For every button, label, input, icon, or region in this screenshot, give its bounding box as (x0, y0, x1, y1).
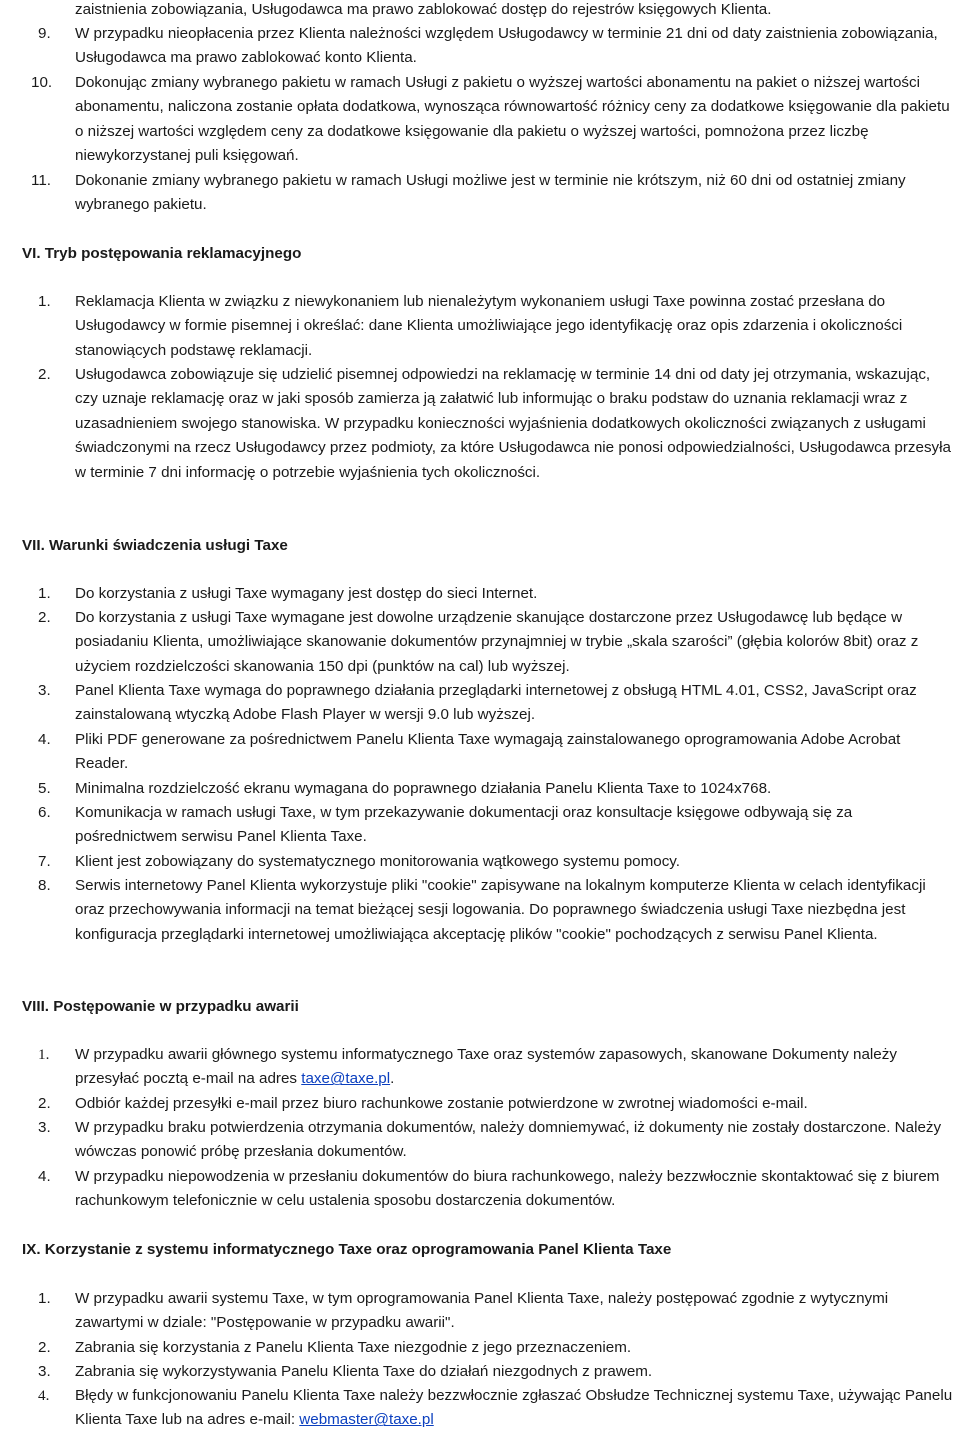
item-text: Reklamacja Klienta w związku z niewykonaniem lub nienależytym wykonaniem usługi Taxe powinna zostać przesłana do Usługodawcy w formie pisemnej i określać: dane Klienta umożliwiające jego identyfikację oraz opis zdarzenia i okoliczności stanowiących podstawę reklamacji. (75, 293, 903, 359)
list-item (0, 363, 960, 485)
list-item (0, 1165, 960, 1214)
item-number: 3. (38, 1119, 51, 1136)
list-item (0, 728, 960, 777)
item-text: Do korzystania z usługi Taxe wymagany jest dostęp do sieci Internet. (75, 585, 538, 602)
item-text: W przypadku nieopłacenia przez Klienta należności względem Usługodawcy w terminie 21 dni od daty zaistnienia zobowiązania, Usługodawca ma prawo zablokować konto Klienta. (75, 25, 938, 67)
section-ix-list (0, 1287, 960, 1433)
item-number: 1. (38, 585, 51, 602)
item-text-after: . (390, 1070, 395, 1088)
list-item (0, 801, 960, 850)
list-item (0, 290, 960, 363)
item-number: 1. (38, 293, 51, 310)
list-item (0, 582, 960, 606)
list-item (0, 1287, 960, 1336)
item-text: Zabrania się wykorzystywania Panelu Klienta Taxe do działań niezgodnych z prawem. (75, 1363, 653, 1380)
list-item (0, 1384, 960, 1433)
item-number: 3. (38, 1363, 51, 1380)
list-item (0, 169, 960, 218)
item-text: Komunikacja w ramach usługi Taxe, w tym przekazywanie dokumentacji oraz konsultacje księgowe odbywają się za pośrednictwem serwisu Panel Klienta Taxe. (75, 804, 853, 846)
list-item (0, 679, 960, 728)
item-text: Panel Klienta Taxe wymaga do poprawnego działania przeglądarki internetowej z obsługą HTML 4.01, CSS2, JavaScript oraz zainstalowaną wtyczką Adobe Flash Player w wersji 9.0 lub wyższej. (75, 682, 917, 724)
item-text: Błędy w funkcjonowaniu Panelu Klienta Taxe należy bezzwłocznie zgłaszać Obsłudze Technicznej systemu Taxe, używając Panelu Klienta Taxe lub na adres e-mail: (75, 1387, 953, 1429)
list-item (0, 874, 960, 947)
item-number: 1. (38, 1290, 51, 1307)
item-number: 2. (38, 1095, 51, 1112)
item-number: 4. (38, 1168, 51, 1185)
email-link-webmaster[interactable]: webmaster@taxe.pl (299, 1411, 434, 1429)
item-number: 4. (38, 731, 51, 748)
list-item (0, 1116, 960, 1165)
item-number: 10. (31, 74, 53, 91)
section-heading-ix: IX. Korzystanie z systemu informatycznego Taxe oraz oprogramowania Panel Klienta Taxe (22, 1241, 672, 1258)
item-number: 9. (38, 25, 51, 42)
item-text: Do korzystania z usługi Taxe wymagane jest dowolne urządzenie skanujące dostarczone przez Usługodawcę lub będące w posiadaniu Klienta, umożliwiające skanowanie dokumentów przynajmniej w trybie „skala szarości” (głębia kolorów 8bit) oraz z użyciem rozdzielczości skanowania 150 dpi (punktów na cal) lub wyższej. (75, 609, 919, 675)
item-number: 7. (38, 853, 51, 870)
item-number: 2. (38, 609, 51, 626)
list-item (0, 1360, 960, 1384)
item-text: Odbiór każdej przesyłki e-mail przez biuro rachunkowe zostanie potwierdzone w zwrotnej wiadomości e-mail. (75, 1095, 808, 1112)
item-text: W przypadku awarii systemu Taxe, w tym oprogramowania Panel Klienta Taxe, należy postępować zgodnie z wytycznymi zawartymi w dziale: "Postępowanie w przypadku awarii". (75, 1290, 889, 1332)
list-item (0, 71, 960, 169)
section-vii-list (0, 582, 960, 947)
item-text: Dokonując zmiany wybranego pakietu w ramach Usługi z pakietu o wyższej wartości abonamentu na pakiet o niższej wartości abonamentu, naliczona zostanie opłata dodatkowa, wynosząca równowartość różnicy ceny za dodatkowe księgowanie dla pakietu o niższej wartości względem ceny za dodatkowe księgowanie dla pakietu o wyższej wartości, pomnożona przez liczbę niewykorzystanej puli księgowań. (75, 74, 950, 165)
item-text: Zabrania się korzystania z Panelu Klienta Taxe niezgodnie z jego przeznaczeniem. (75, 1339, 632, 1356)
item-text: Serwis internetowy Panel Klienta wykorzystuje pliki "cookie" zapisywane na lokalnym komputerze Klienta w celach identyfikacji oraz przechowywania informacji na temat bieżącej sesji logowania. Do poprawnego świadczenia usługi Taxe niezbędna jest konfiguracja przeglądarki internetowej umożliwiająca akceptację plików "cookie" pochodzących z serwisu Panel Klienta. (75, 877, 926, 943)
section-v-tail (0, 22, 960, 218)
item-number: 1. (38, 1046, 50, 1063)
email-link-taxe[interactable]: taxe@taxe.pl (301, 1070, 391, 1088)
item-text: W przypadku braku potwierdzenia otrzymania dokumentów, należy domniemywać, iż dokumenty nie zostały dostarczone. Należy wówczas ponowić próbę przesłania dokumentów. (75, 1119, 942, 1161)
list-item (0, 606, 960, 679)
item-text: W przypadku awarii głównego systemu informatycznego Taxe oraz systemów zapasowych, skanowane Dokumenty należy przesyłać pocztą e-mail na adres (75, 1046, 897, 1088)
item-number: 11. (31, 172, 51, 189)
section-vi-list (0, 290, 960, 485)
item-number: 2. (38, 366, 51, 383)
section-heading-viii: VIII. Postępowanie w przypadku awarii (22, 998, 299, 1015)
item-number: 3. (38, 682, 51, 699)
item-number: 2. (38, 1339, 51, 1356)
item-number: 6. (38, 804, 51, 821)
section-viii-list (0, 1043, 960, 1214)
list-item (0, 22, 960, 71)
section-heading-vi: VI. Tryb postępowania reklamacyjnego (22, 245, 302, 262)
list-item (0, 777, 960, 801)
section-heading-vii: VII. Warunki świadczenia usługi Taxe (22, 537, 288, 554)
list-item (0, 850, 960, 874)
item-text: Pliki PDF generowane za pośrednictwem Panelu Klienta Taxe wymagają zainstalowanego oprogramowania Adobe Acrobat Reader. (75, 731, 901, 773)
list-item (0, 1336, 960, 1360)
item-number: 5. (38, 780, 51, 797)
item-text: Usługodawca zobowiązuje się udzielić pisemnej odpowiedzi na reklamację w terminie 14 dni od daty jej otrzymania, wskazując, czy uznaje reklamację oraz w jaki sposób zamierza ją załatwić lub informując o braku podstaw do uznania reklamacji wraz z uzasadnieniem swojego stanowiska. W przypadku konieczności wyjaśnienia dodatkowych okoliczności związanych z usługami świadczonymi na rzecz Usługodawcy przez podmioty, za które Usługodawca nie ponosi odpowiedzialności, Usługodawca przesyła w terminie 7 dni informację o potrzebie wyjaśnienia tych okoliczności. (75, 366, 951, 481)
list-item (0, 1043, 960, 1092)
item-number: 8. (38, 877, 51, 894)
item-text: Dokonanie zmiany wybranego pakietu w ramach Usługi możliwe jest w terminie nie krótszym, niż 60 dni od ostatniej zmiany wybranego pakietu. (75, 172, 906, 214)
list-item (0, 1092, 960, 1116)
item-text: W przypadku niepowodzenia w przesłaniu dokumentów do biura rachunkowego, należy bezzwłocznie skontaktować się z biurem rachunkowym telefonicznie w celu ustalenia sposobu dostarczenia dokumentów. (75, 1168, 940, 1210)
item-text: Minimalna rozdzielczość ekranu wymagana do poprawnego działania Panelu Klienta Taxe to 1024x768. (75, 780, 772, 797)
item-text: Klient jest zobowiązany do systematycznego monitorowania wątkowego systemu pomocy. (75, 853, 680, 870)
item-number: 4. (38, 1387, 50, 1404)
continuation-text: zaistnienia zobowiązania, Usługodawca ma prawo zablokować dostęp do rejestrów księgowych Klienta. (75, 1, 772, 18)
